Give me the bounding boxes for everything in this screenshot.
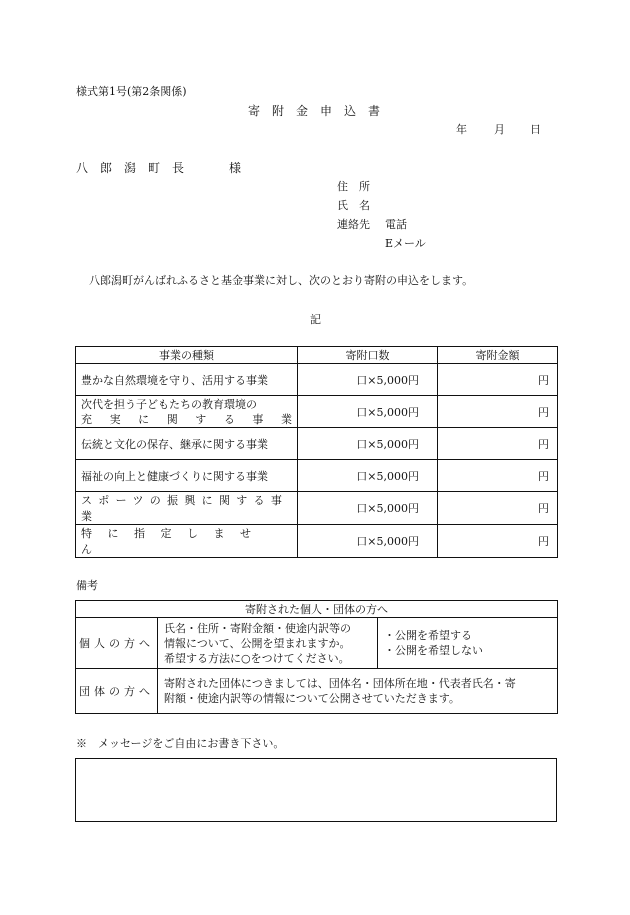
units-cell[interactable]: 口×5,000円 — [298, 492, 438, 525]
business-type: 福祉の向上と健康づくりに関する事業 — [76, 460, 298, 492]
statement-text: 八郎潟町がんばれふるさと基金事業に対し、次のとおり寄附の申込をします。 — [89, 274, 474, 287]
form-number: 様式第1号(第2条関係) — [76, 85, 187, 98]
individual-text-line: 氏名・住所・寄附金額・使途内訳等の — [164, 621, 351, 635]
address-label: 住 所 — [337, 180, 370, 193]
addressee-name: 八郎潟町長 — [76, 161, 197, 175]
date-day: 日 — [530, 123, 541, 136]
ki-label: 記 — [310, 313, 321, 326]
business-type: 特に指定しません — [76, 525, 298, 558]
individual-text — [158, 618, 378, 669]
table-row — [76, 492, 558, 525]
business-type: 豊かな自然環境を守り、活用する事業 — [76, 364, 298, 396]
remarks-label: 備考 — [76, 579, 98, 592]
business-type-line2 — [81, 412, 292, 427]
amount-cell[interactable]: 円 — [438, 428, 558, 460]
option-no-publish[interactable]: ・公開を希望しない — [384, 644, 483, 657]
business-type-line2-char: 実 — [109, 412, 121, 426]
page-title: 寄 附 金 申 込 書 — [248, 104, 381, 118]
table-header-row — [76, 347, 558, 364]
addressee-honorific: 様 — [229, 161, 242, 175]
group-text — [158, 669, 558, 714]
units-cell[interactable]: 口×5,000円 — [298, 460, 438, 492]
units-cell[interactable]: 口×5,000円 — [298, 428, 438, 460]
table-row — [76, 525, 558, 558]
amount-cell[interactable]: 円 — [438, 364, 558, 396]
date-month: 月 — [494, 123, 505, 136]
group-label: 団体の方へ — [76, 669, 158, 714]
business-type: スポーツの振興に関する事業 — [76, 492, 298, 525]
business-type-line2-char: す — [195, 412, 207, 426]
contact-label: 連絡先 — [337, 218, 370, 231]
business-type — [76, 396, 298, 428]
donation-table — [75, 346, 558, 558]
date-year: 年 — [456, 123, 467, 136]
phone-label: 電話 — [385, 218, 407, 231]
business-type-line2-char: 充 — [81, 412, 92, 426]
email-label: Eメール — [385, 237, 426, 250]
business-type-line2-char: 業 — [280, 412, 292, 426]
table-row — [76, 460, 558, 492]
group-text-line: 附額・使途内訳等の情報について公開させていただきます。 — [164, 692, 460, 705]
table-row — [76, 428, 558, 460]
message-prompt: ※ メッセージをご自由にお書き下さい。 — [76, 737, 285, 750]
business-type-line2-char: 事 — [252, 412, 264, 426]
amount-cell[interactable]: 円 — [438, 525, 558, 558]
business-type: 伝統と文化の保存、継承に関する事業 — [76, 428, 298, 460]
business-type-line2-char: る — [223, 412, 235, 426]
table-row — [76, 396, 558, 428]
option-publish[interactable]: ・公開を希望する — [384, 629, 472, 642]
individual-text-line: 希望する方法に○をつけてください。 — [164, 651, 350, 665]
remarks-header: 寄附された個人・団体の方へ — [76, 601, 558, 618]
units-cell[interactable]: 口×5,000円 — [298, 525, 438, 558]
remarks-table — [75, 600, 558, 714]
individual-label: 個人の方へ — [76, 618, 158, 669]
publication-options — [378, 618, 558, 669]
business-type-line1: 次代を担う子どもたちの教育環境の — [81, 397, 257, 411]
amount-cell[interactable]: 円 — [438, 396, 558, 428]
group-text-line: 寄附された団体につきましては、団体名・団体所在地・代表者氏名・寄 — [164, 677, 516, 690]
units-cell[interactable]: 口×5,000円 — [298, 364, 438, 396]
amount-cell[interactable]: 円 — [438, 460, 558, 492]
header-business-type: 事業の種類 — [76, 347, 298, 364]
name-label: 氏 名 — [337, 199, 370, 212]
header-units: 寄附口数 — [298, 347, 438, 364]
table-row — [76, 364, 558, 396]
individual-text-line: 情報について、公開を望まれますか。 — [164, 636, 351, 650]
business-type-line2-char: 関 — [166, 412, 178, 426]
message-box[interactable] — [75, 758, 557, 822]
units-cell[interactable]: 口×5,000円 — [298, 396, 438, 428]
business-type-line2-char: に — [138, 412, 150, 426]
header-amount: 寄附金額 — [438, 347, 558, 364]
amount-cell[interactable]: 円 — [438, 492, 558, 525]
